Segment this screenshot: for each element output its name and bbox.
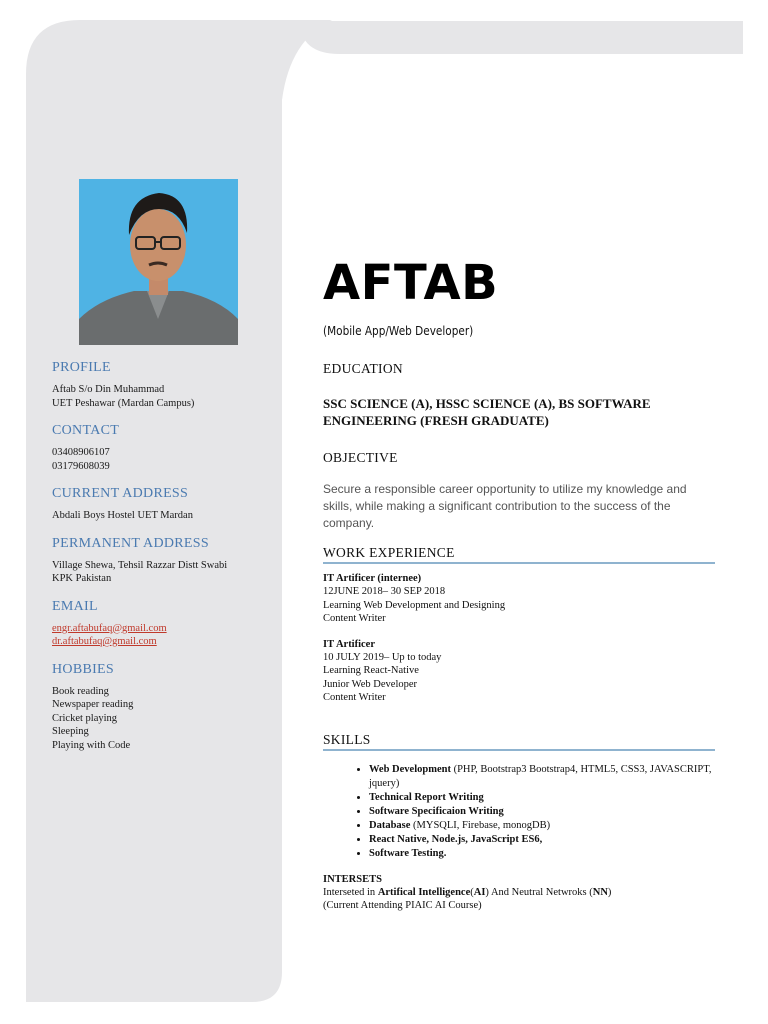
job-duty: Learning React-Native — [323, 665, 419, 677]
interest-ai: Artifical Intelligence — [377, 887, 471, 899]
sidebar — [52, 359, 282, 764]
job-dates: 10 JULY 2019– Up to today — [323, 652, 442, 664]
skill-item — [369, 791, 715, 805]
skill-detail: (PHP, Bootstrap3 Bootstrap4, HTML5, CSS3, JAVASCRIPT, jquery) — [369, 763, 712, 789]
objective-text: Secure a responsible career opportunity to utilize my knowledge and skills, while making a significant contribution to the success of the company. — [323, 482, 687, 530]
contact-section — [52, 422, 282, 473]
hobby-item: Sleeping — [52, 726, 89, 737]
job-entry — [323, 638, 715, 705]
education-heading: EDUCATION — [323, 361, 403, 376]
profile-heading: PROFILE — [52, 360, 111, 375]
skill-name: Software Specificaion Writing — [369, 805, 504, 817]
skill-name: Technical Report Writing — [369, 791, 484, 803]
skill-item — [369, 833, 715, 847]
job-duty: Content Writer — [323, 692, 386, 704]
candidate-title: (Mobile App/Web Developer) — [323, 323, 474, 338]
profile-line: Aftab S/o Din Muhammad — [52, 384, 165, 395]
top-band — [300, 21, 743, 54]
skill-name: Web Development — [369, 763, 451, 775]
permanent-address-heading: PERMANENT ADDRESS — [52, 535, 209, 551]
interests-text: ( — [470, 887, 474, 899]
candidate-name: AFTAB — [323, 255, 499, 311]
phone-number: 03408906107 — [52, 447, 110, 458]
profile-section — [52, 359, 282, 410]
job-duty: Content Writer — [323, 613, 386, 625]
job-duty: Junior Web Developer — [323, 678, 418, 690]
contact-heading: CONTACT — [52, 423, 120, 438]
permanent-address-line: Village Shewa, Tehsil Razzar Distt Swabi — [52, 559, 228, 571]
interests-note: (Current Attending PIAIC AI Course) — [323, 900, 482, 912]
profile-photo — [79, 179, 238, 345]
phone-number: 03179608039 — [52, 460, 110, 472]
job-title: IT Artificer — [323, 638, 375, 650]
objective-heading: OBJECTIVE — [323, 450, 398, 465]
skill-item — [369, 819, 715, 833]
current-address-heading: CURRENT ADDRESS — [52, 486, 189, 501]
skill-name: Software Testing. — [369, 847, 447, 859]
education-text: SSC SCIENCE (A), HSSC SCIENCE (A), BS SOFTWARE ENGINEERING (FRESH GRADUATE) — [323, 396, 651, 428]
interests-line — [323, 886, 715, 899]
interests-heading: INTERSETS — [323, 873, 382, 885]
skill-item — [369, 847, 715, 861]
job-entry — [323, 572, 715, 626]
skill-name: React Native, Node.js, JavaScript ES6, — [369, 833, 543, 845]
email-heading: EMAIL — [52, 598, 98, 614]
current-address-section — [52, 485, 282, 523]
main-content — [323, 255, 715, 913]
skill-item — [369, 763, 715, 791]
permanent-address-section — [52, 535, 282, 586]
email-section — [52, 598, 282, 649]
skills-list — [323, 763, 715, 861]
current-address-line: Abdali Boys Hostel UET Mardan — [52, 510, 193, 521]
interests-text: ) And Neutral Netwroks ( — [485, 887, 593, 899]
hobby-item: Newspaper reading — [52, 699, 134, 710]
hobby-item: Book reading — [52, 685, 109, 697]
work-experience-heading: WORK EXPERIENCE — [323, 544, 715, 564]
permanent-address-line: KPK Pakistan — [52, 573, 112, 584]
interest-nn-abbr: NN — [592, 887, 608, 899]
hobby-item: Cricket playing — [52, 712, 118, 724]
interests-text: Interseted in — [323, 887, 378, 899]
email-link[interactable]: engr.aftabufaq@gmail.com — [52, 622, 167, 634]
job-duty: Learning Web Development and Designing — [323, 599, 506, 611]
hobby-item: Playing with Code — [52, 739, 131, 751]
interest-ai-abbr: AI — [473, 887, 486, 899]
profile-line: UET Peshawar (Mardan Campus) — [52, 397, 195, 409]
skill-name: Database — [369, 819, 411, 831]
skills-heading: SKILLS — [323, 731, 715, 751]
job-dates: 12JUNE 2018– 30 SEP 2018 — [323, 586, 446, 598]
job-title: IT Artificer (internee) — [323, 573, 422, 584]
hobbies-section — [52, 661, 282, 753]
hobbies-heading: HOBBIES — [52, 661, 114, 677]
interests-section — [323, 873, 715, 913]
skill-item — [369, 805, 715, 819]
email-link[interactable]: dr.aftabufaq@gmail.com — [52, 636, 157, 647]
interests-text: ) — [607, 887, 612, 899]
skill-detail: (MYSQLI, Firebase, monogDB) — [410, 819, 551, 831]
